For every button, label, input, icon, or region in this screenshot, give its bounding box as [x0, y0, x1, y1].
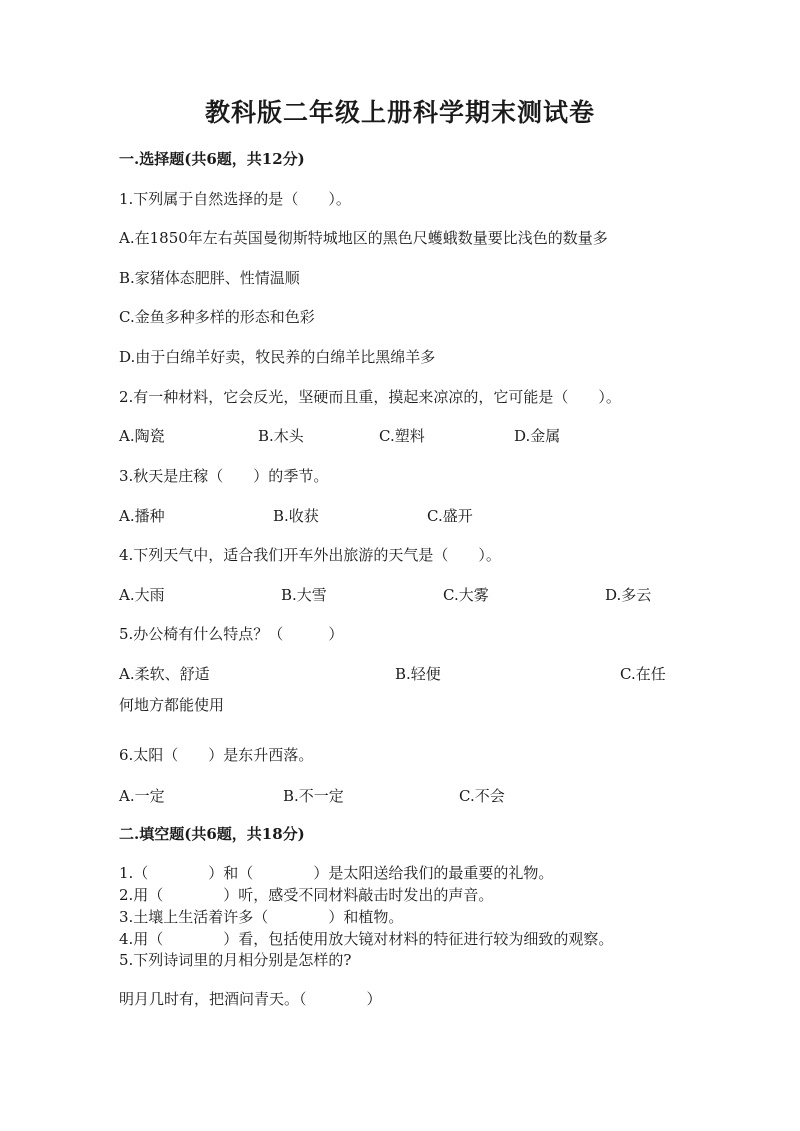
question-3: 3.秋天是庄稼（ ）的季节。 — [119, 467, 329, 485]
q6-option-b: B.不一定 — [283, 787, 344, 805]
q5-option-b: B.轻便 — [395, 665, 441, 683]
fill-question-5: 5.下列诗词里的月相分别是怎样的? — [119, 951, 352, 969]
question-4: 4.下列天气中，适合我们开车外出旅游的天气是（ ）。 — [119, 546, 501, 564]
question-2: 2.有一种材料，它会反光，坚硬而且重，摸起来凉凉的，它可能是（ ）。 — [119, 388, 621, 406]
q1-option-b: B.家猪体态肥胖、性情温顺 — [119, 269, 300, 287]
q2-option-a: A.陶瓷 — [119, 427, 165, 445]
page-title: 教科版二年级上册科学期末测试卷 — [204, 98, 595, 127]
q3-option-a: A.播种 — [119, 507, 165, 525]
question-5: 5.办公椅有什么特点？（ ） — [119, 625, 344, 643]
q5-option-c: C.在任 — [620, 665, 666, 683]
q3-option-b: B.收获 — [273, 507, 319, 525]
fill-question-2: 2.用（ ）听，感受不同材料敲击时发出的声音。 — [119, 886, 494, 904]
section-heading-choice: 一.选择题(共6题，共12分) — [119, 150, 305, 168]
fill-question-5-line-1: 明月几时有，把酒问青天。（ ） — [119, 990, 382, 1008]
q2-option-b: B.木头 — [258, 427, 304, 445]
question-1: 1.下列属于自然选择的是（ ）。 — [119, 190, 351, 208]
q5-option-a: A.柔软、舒适 — [119, 665, 210, 683]
fill-question-1: 1.（ ）和（ ）是太阳送给我们的最重要的礼物。 — [119, 864, 554, 882]
q6-option-a: A.一定 — [119, 787, 165, 805]
q4-option-c: C.大雾 — [443, 586, 489, 604]
question-6: 6.太阳（ ）是东升西落。 — [119, 746, 314, 764]
q5-option-c-continued: 何地方都能使用 — [119, 696, 225, 714]
fill-question-4: 4.用（ ）看，包括使用放大镜对材料的特征进行较为细致的观察。 — [119, 930, 614, 948]
fill-question-3: 3.土壤上生活着许多（ ）和植物。 — [119, 908, 404, 926]
q4-option-a: A.大雨 — [119, 586, 165, 604]
q2-option-c: C.塑料 — [379, 427, 425, 445]
q1-option-d: D.由于白绵羊好卖，牧民养的白绵羊比黑绵羊多 — [119, 348, 436, 366]
q2-option-d: D.金属 — [514, 427, 561, 445]
q4-option-b: B.大雪 — [281, 586, 327, 604]
q1-option-c: C.金鱼多种多样的形态和色彩 — [119, 308, 315, 326]
q6-option-c: C.不会 — [459, 787, 505, 805]
q3-option-c: C.盛开 — [427, 507, 473, 525]
q4-option-d: D.多云 — [605, 586, 652, 604]
section-heading-fill: 二.填空题(共6题，共18分) — [119, 825, 305, 843]
q1-option-a: A.在1850年左右英国曼彻斯特城地区的黑色尺蠖蛾数量要比浅色的数量多 — [119, 229, 608, 247]
